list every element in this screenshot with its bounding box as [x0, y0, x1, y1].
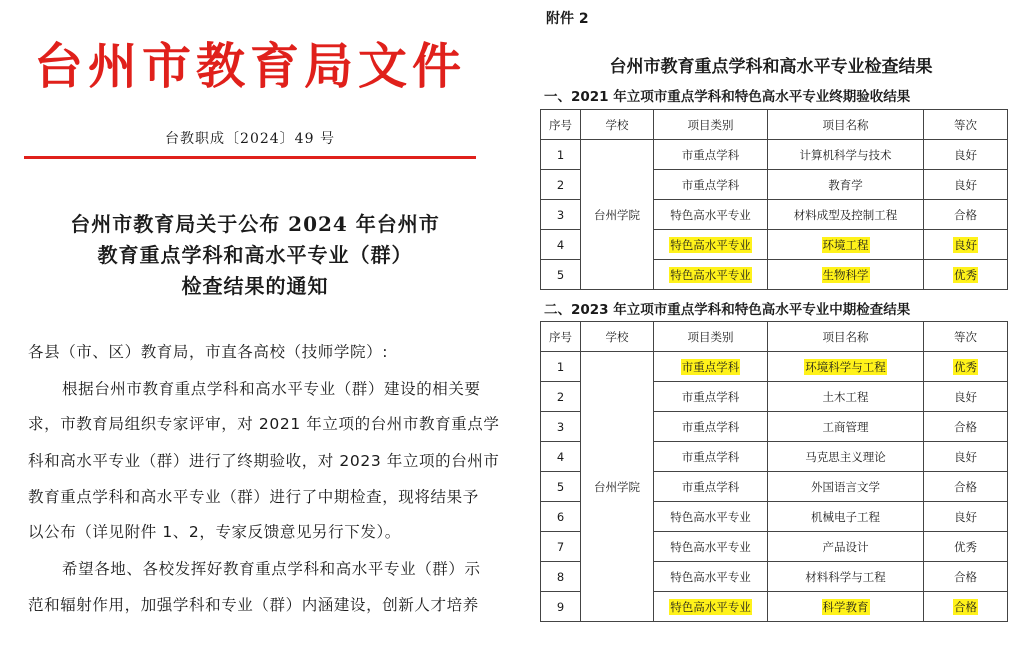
grade-text: 优秀	[954, 267, 977, 282]
grade-text: 优秀	[954, 359, 977, 374]
grade-cell	[924, 230, 1008, 260]
results-title: 台州市教育重点学科和高水平专业检查结果	[609, 57, 933, 77]
category-cell	[654, 412, 768, 442]
row-number-cell	[541, 260, 581, 290]
grade-cell	[924, 140, 1008, 170]
row-number-cell	[541, 412, 581, 442]
category-cell	[654, 532, 768, 562]
row-number-text: 5	[556, 479, 565, 494]
grade-text: 合格	[954, 419, 977, 434]
section2-table	[540, 321, 1008, 622]
row-number-text: 5	[556, 267, 565, 282]
category-text: 特色高水平专业	[670, 539, 751, 554]
grade-cell	[924, 382, 1008, 412]
category-text: 市重点学科	[681, 147, 740, 162]
grade-text: 良好	[954, 389, 977, 404]
body-line: 根据台州市教育重点学科和高水平专业（群）建设的相关要	[62, 380, 481, 398]
section2-heading: 二、2023 年立项市重点学科和特色高水平专业中期检查结果	[544, 302, 911, 318]
project-name-text: 环境工程	[822, 237, 869, 252]
grade-cell	[924, 502, 1008, 532]
grade-cell	[924, 170, 1008, 200]
project-name-cell	[768, 352, 924, 382]
grade-text: 良好	[954, 147, 977, 162]
notice-title-line: 教育重点学科和高水平专业（群）	[97, 243, 413, 267]
category-cell	[654, 562, 768, 592]
row-number-cell	[541, 532, 581, 562]
row-number-text: 7	[556, 539, 565, 554]
grade-text: 良好	[954, 237, 977, 252]
notice-title-line: 检查结果的通知	[181, 274, 329, 298]
body-line: 科和高水平专业（群）进行了终期验收，对 2023 年立项的台州市	[28, 452, 500, 470]
project-name-text: 科学教育	[822, 599, 869, 614]
category-cell	[654, 230, 768, 260]
category-cell	[654, 352, 768, 382]
project-name-cell	[768, 442, 924, 472]
project-name-text: 生物科学	[822, 267, 869, 282]
category-text: 市重点学科	[681, 419, 740, 434]
school-cell: 台州学院	[581, 352, 654, 622]
grade-cell	[924, 412, 1008, 442]
table-header-row	[541, 322, 1008, 352]
category-cell	[654, 170, 768, 200]
header-no: 序号	[541, 322, 581, 352]
body-line: 教育重点学科和高水平专业（群）进行了中期检查，现将结果予	[28, 488, 479, 506]
header-school: 学校	[581, 110, 654, 140]
project-name-cell	[768, 562, 924, 592]
row-number-cell	[541, 472, 581, 502]
attachment-page	[530, 0, 1024, 646]
row-number-text: 9	[556, 599, 565, 614]
header-grade: 等次	[924, 322, 1008, 352]
row-number-cell	[541, 592, 581, 622]
project-name-text: 土木工程	[822, 389, 869, 404]
grade-text: 合格	[954, 479, 977, 494]
body-line: 以公布（详见附件 1、2，专家反馈意见另行下发）。	[28, 523, 401, 541]
grade-cell	[924, 592, 1008, 622]
project-name-cell	[768, 170, 924, 200]
category-text: 市重点学科	[681, 479, 740, 494]
grade-cell	[924, 352, 1008, 382]
category-text: 特色高水平专业	[670, 569, 751, 584]
row-number-text: 4	[556, 237, 565, 252]
header-category: 项目类别	[654, 322, 768, 352]
row-number-cell	[541, 200, 581, 230]
row-number-cell	[541, 140, 581, 170]
body-line: 范和辐射作用，加强学科和专业（群）内涵建设，创新人才培养	[28, 596, 479, 614]
row-number-cell	[541, 502, 581, 532]
project-name-cell	[768, 140, 924, 170]
row-number-text: 1	[556, 147, 565, 162]
category-cell	[654, 442, 768, 472]
header-no: 序号	[541, 110, 581, 140]
category-cell	[654, 200, 768, 230]
category-text: 特色高水平专业	[670, 267, 751, 282]
body-line: 各县（市、区）教育局，市直各高校（技师学院）:	[28, 343, 389, 361]
category-cell	[654, 502, 768, 532]
category-text: 特色高水平专业	[670, 509, 751, 524]
category-text: 特色高水平专业	[670, 207, 751, 222]
project-name-cell	[768, 472, 924, 502]
category-text: 特色高水平专业	[670, 237, 751, 252]
project-name-text: 马克思主义理论	[805, 449, 886, 464]
project-name-text: 产品设计	[822, 539, 869, 554]
project-name-text: 机械电子工程	[811, 509, 880, 524]
row-number-text: 3	[556, 419, 565, 434]
project-name-cell	[768, 502, 924, 532]
section1-heading: 一、2021 年立项市重点学科和特色高水平专业终期验收结果	[544, 89, 911, 105]
category-cell	[654, 382, 768, 412]
row-number-cell	[541, 170, 581, 200]
project-name-text: 材料成型及控制工程	[793, 207, 898, 222]
row-number-cell	[541, 382, 581, 412]
red-divider	[24, 156, 476, 159]
project-name-text: 教育学	[828, 177, 863, 192]
grade-cell	[924, 532, 1008, 562]
grade-text: 良好	[954, 449, 977, 464]
row-number-text: 1	[556, 359, 565, 374]
table-header-row	[541, 110, 1008, 140]
notice-page	[0, 0, 510, 646]
grade-text: 合格	[954, 207, 977, 222]
project-name-text: 外国语言文学	[811, 479, 880, 494]
project-name-cell	[768, 382, 924, 412]
table-row	[541, 352, 1008, 382]
row-number-cell	[541, 562, 581, 592]
grade-text: 良好	[954, 177, 977, 192]
row-number-cell	[541, 442, 581, 472]
header-category: 项目类别	[654, 110, 768, 140]
document-header: 台州市教育局文件	[33, 37, 466, 95]
project-name-text: 计算机科学与技术	[799, 147, 892, 162]
grade-text: 优秀	[954, 539, 977, 554]
project-name-cell	[768, 532, 924, 562]
project-name-text: 环境科学与工程	[805, 359, 886, 374]
category-cell	[654, 592, 768, 622]
header-school: 学校	[581, 322, 654, 352]
project-name-text: 材料科学与工程	[805, 569, 886, 584]
grade-cell	[924, 472, 1008, 502]
header-name: 项目名称	[768, 322, 924, 352]
project-name-cell	[768, 412, 924, 442]
project-name-cell	[768, 592, 924, 622]
project-name-text: 工商管理	[822, 419, 869, 434]
header-grade: 等次	[924, 110, 1008, 140]
body-line: 希望各地、各校发挥好教育重点学科和高水平专业（群）示	[62, 560, 481, 578]
category-text: 特色高水平专业	[670, 599, 751, 614]
category-cell	[654, 472, 768, 502]
header-name: 项目名称	[768, 110, 924, 140]
category-cell	[654, 260, 768, 290]
section1-table	[540, 109, 1008, 290]
grade-text: 合格	[954, 569, 977, 584]
category-text: 市重点学科	[681, 449, 740, 464]
grade-text: 合格	[954, 599, 977, 614]
grade-cell	[924, 260, 1008, 290]
category-cell	[654, 140, 768, 170]
grade-cell	[924, 562, 1008, 592]
attachment-label: 附件 2	[546, 11, 589, 27]
row-number-text: 2	[556, 177, 565, 192]
project-name-cell	[768, 230, 924, 260]
category-text: 市重点学科	[681, 389, 740, 404]
category-text: 市重点学科	[681, 359, 740, 374]
row-number-cell	[541, 352, 581, 382]
row-number-text: 4	[556, 449, 565, 464]
grade-cell	[924, 200, 1008, 230]
row-number-text: 3	[556, 207, 565, 222]
project-name-cell	[768, 200, 924, 230]
document-number: 台教职成〔2024〕49 号	[165, 131, 335, 147]
row-number-cell	[541, 230, 581, 260]
row-number-text: 2	[556, 389, 565, 404]
row-number-text: 6	[556, 509, 565, 524]
project-name-cell	[768, 260, 924, 290]
school-cell: 台州学院	[581, 140, 654, 290]
row-number-text: 8	[556, 569, 565, 584]
grade-text: 良好	[954, 509, 977, 524]
grade-cell	[924, 442, 1008, 472]
body-line: 求，市教育局组织专家评审，对 2021 年立项的台州市教育重点学	[28, 415, 500, 433]
category-text: 市重点学科	[681, 177, 740, 192]
table-row	[541, 140, 1008, 170]
notice-title-line: 台州市教育局关于公布 2024 年台州市	[70, 212, 440, 236]
